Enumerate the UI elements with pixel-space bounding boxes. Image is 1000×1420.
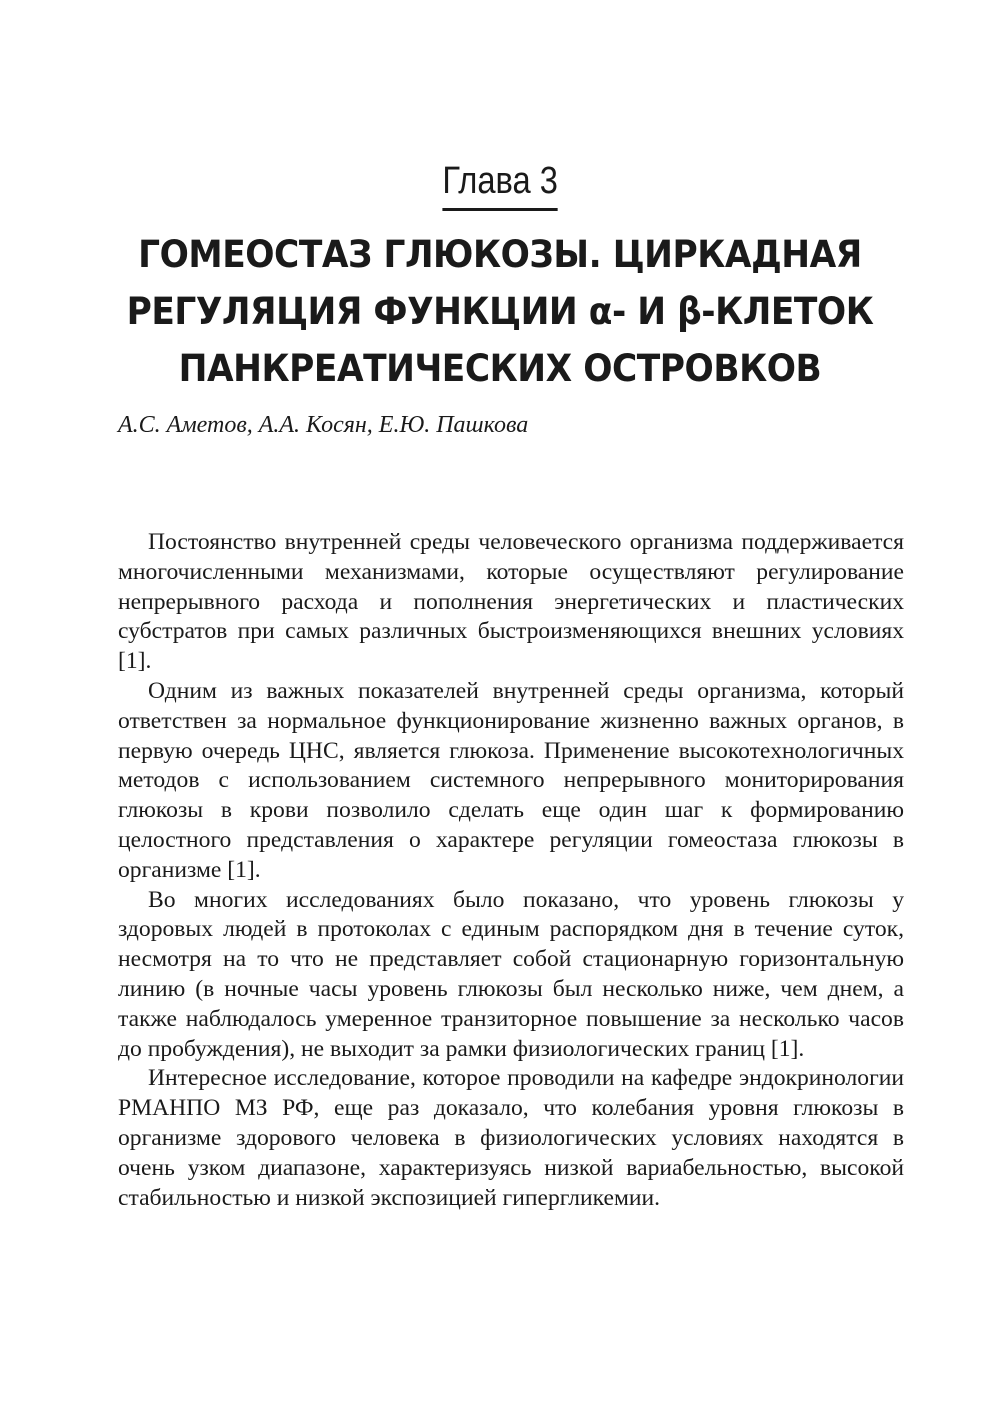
body-text xyxy=(118,528,904,1213)
paragraph: Интересное исследование, которое проводили на кафедре эндокринологии РМАНПО МЗ РФ, еще раз доказало, что колебания уровня глюкозы в организме здорового человека в физиологических условиях находятся в очень узком диапазоне, характеризуясь низкой вариабельностью, высокой стабильностью и низкой экспозицией гипергликемии. xyxy=(118,1065,904,1211)
chapter-title-line-1: ГОМЕОСТАЗ ГЛЮКОЗЫ. ЦИРКАДНАЯ xyxy=(138,233,862,276)
chapter-title xyxy=(90,226,910,397)
paragraph: Во многих исследованиях было показано, что уровень глюкозы у здоровых людей в протоколах с единым распорядком дня в течение суток, несмотря на то что не представляет собой стационарную горизонтальную линию (в ночные часы уровень глюкозы был несколько ниже, чем днем, а также наблюдалось умеренное транзиторное повышение за несколько часов до пробуждения), не выходит за рамки физиологических границ [1]. xyxy=(118,886,904,1062)
chapter-title-line-3: ПАНКРЕАТИЧЕСКИХ ОСТРОВКОВ xyxy=(178,347,822,390)
chapter-authors: А.С. Аметов, А.А. Косян, Е.Ю. Пашкова xyxy=(118,412,529,438)
paragraph: Одним из важных показателей внутренней среды организма, который ответствен за нормальное функционирование жизненно важных органов, в первую очередь ЦНС, является глюкоза. Применение высокотехнологичных методов с использованием системного непрерывного мониторирования глюкозы в крови позволило сделать еще один шаг к формированию целостного представления о характере регуляции гомеостаза глюкозы в организме [1]. xyxy=(118,677,904,883)
paragraph: Постоянство внутренней среды человеческого организма поддерживается многочисленными механизмами, которые осуществляют регулирование непрерывного расхода и пополнения энергетических и пластических субстратов при самых различных быстроизменяющихся внешних условиях [1]. xyxy=(118,529,904,675)
chapter-label: Глава 3 xyxy=(442,160,558,211)
chapter-title-line-2: РЕГУЛЯЦИЯ ФУНКЦИИ α- И β-КЛЕТОК xyxy=(126,290,874,333)
chapter-label-block xyxy=(0,160,1000,211)
